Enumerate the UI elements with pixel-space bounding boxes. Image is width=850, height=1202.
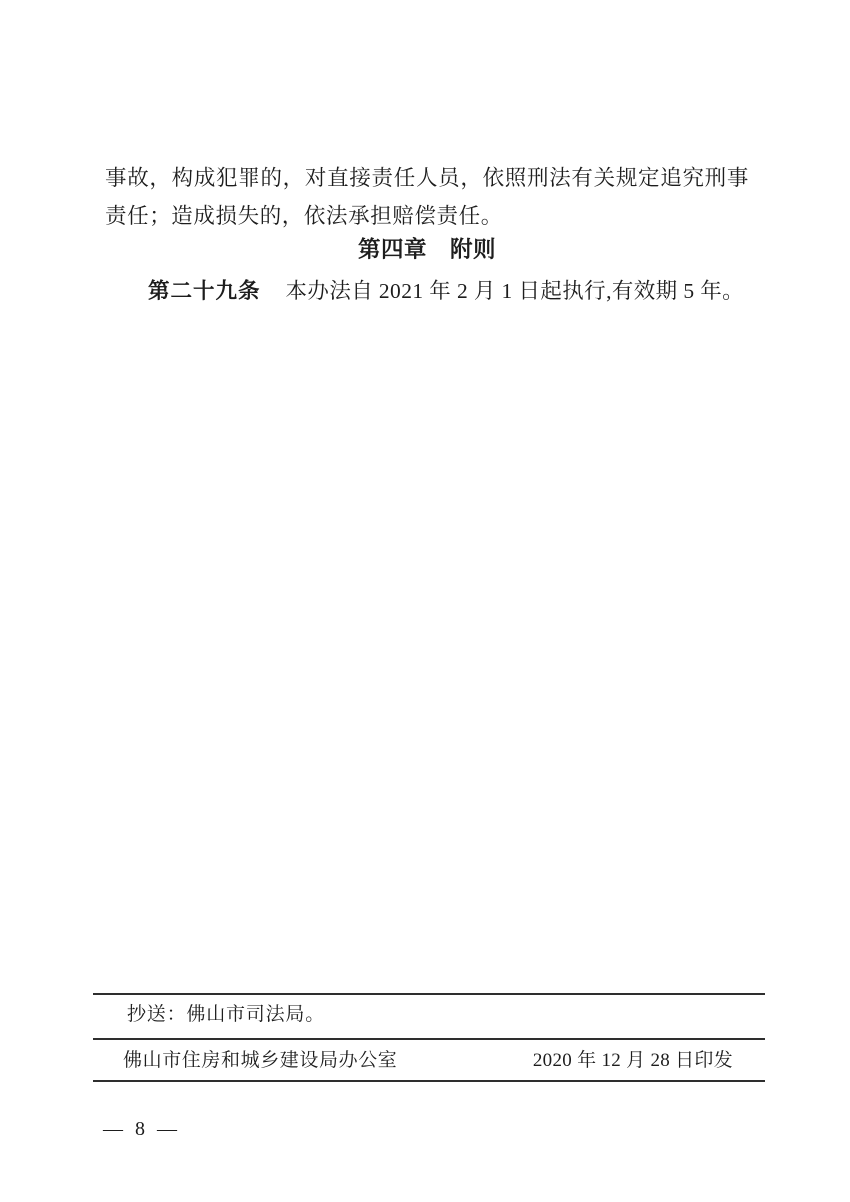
article-text: 本办法自 2021 年 2 月 1 日起执行,有效期 5 年。 <box>285 279 745 303</box>
footer-rule-bottom <box>93 1080 765 1082</box>
paragraph-line-2: 责任；造成损失的，依法承担赔偿责任。 <box>105 204 503 228</box>
footer-issuer: 佛山市住房和城乡建设局办公室 <box>123 1050 398 1071</box>
footer-rule-top <box>93 993 765 995</box>
article-number-label: 第二十九条 <box>148 279 261 303</box>
footer-print-date: 2020 年 12 月 28 日印发 <box>532 1050 733 1071</box>
page-number: — 8 — <box>103 1118 177 1140</box>
paragraph-line-1: 事故，构成犯罪的，对直接责任人员，依照刑法有关规定追究刑事 <box>105 166 749 190</box>
footer-rule-middle <box>93 1038 765 1040</box>
cc-note: 抄送：佛山市司法局。 <box>127 1004 326 1025</box>
article-line <box>148 276 744 306</box>
chapter-heading: 第四章 附则 <box>357 237 496 262</box>
footer-issuer-row <box>93 1047 765 1075</box>
